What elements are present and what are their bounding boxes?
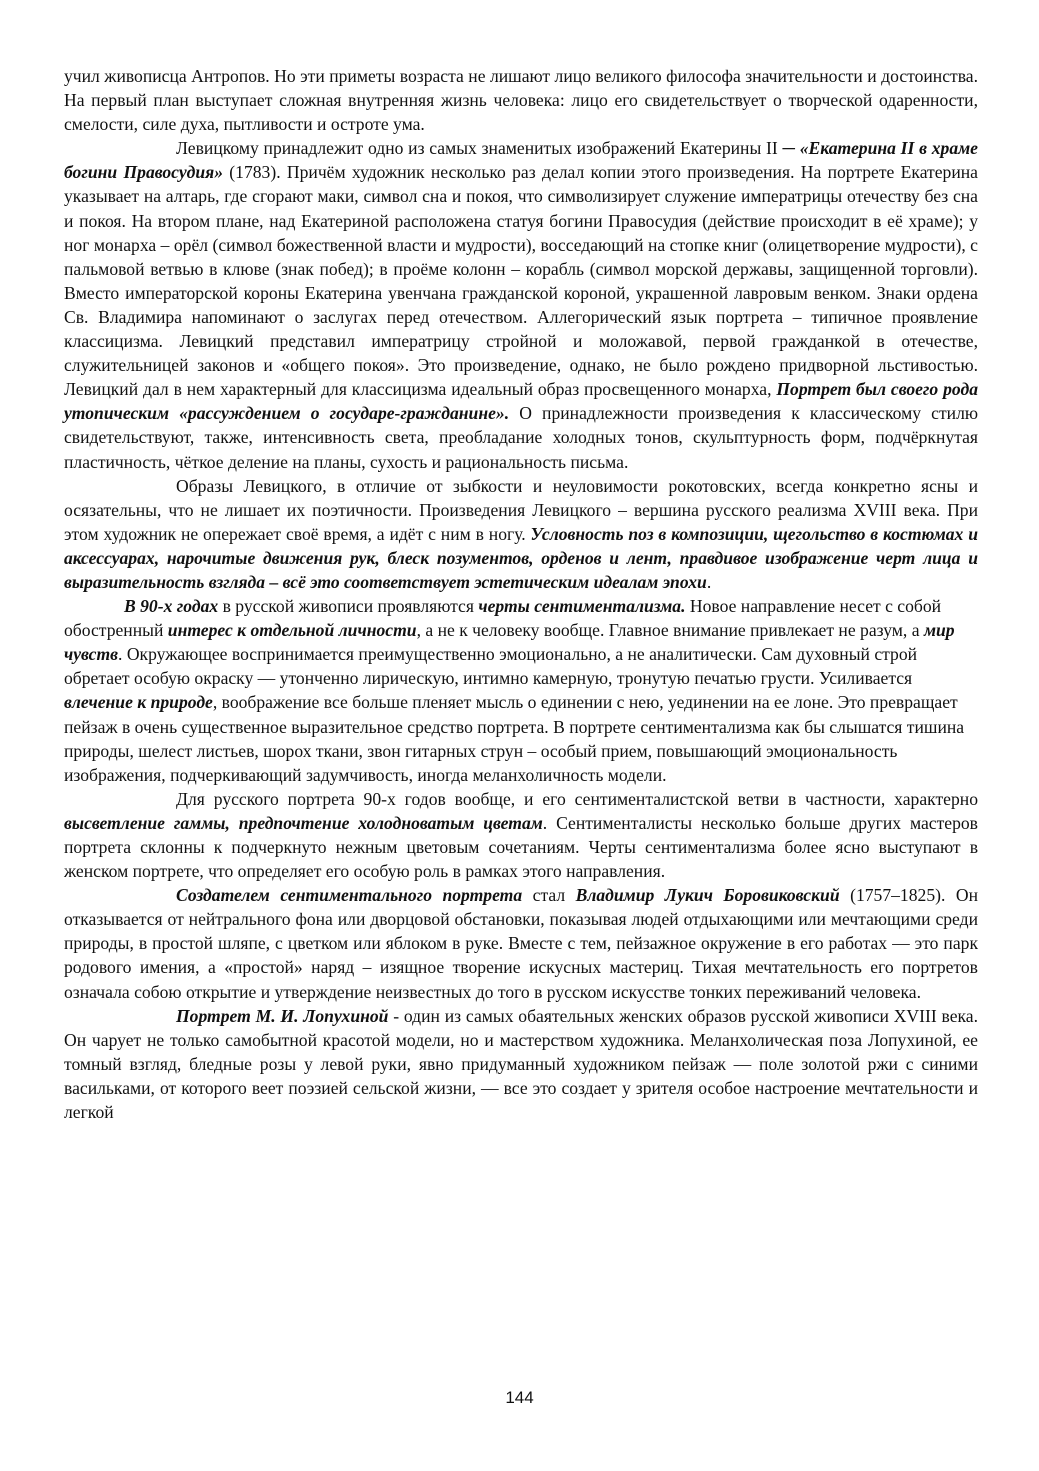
emphasis-text: Портрет был своего рода утопическим «рассуждением о государе-гражданине». — [64, 379, 978, 424]
document-page — [64, 64, 978, 1124]
body-text: . Сентименталисты несколько больше других мастеров портрета склонны к подчеркнуто нежным цветовым сочетаниям. Черты сентиментализма более ясно выступают в женском портрете, что определяет его особую роль в рамках этого направления. — [64, 812, 978, 882]
emphasis-text: Создателем сентиментального портрета — [176, 885, 523, 906]
body-text: . Окружающее воспринимается преимущественно эмоционально, а не аналитически. Сам духовный строй обретает особую окраску — утонченно лирическую, интимно камерную, тронутую печатью грусти. Усиливается — [64, 644, 918, 689]
body-text: (1783). Причём художник несколько раз делал копии этого произведения. На портрете Екатерина указывает на алтарь, где сгорают маки, символ сна и покоя, что символизирует служение императрицы отечеству без сна и покоя. На втором плане, над Екатериной расположена статуя богини Правосудия (действие происходит в её храме); у ног монарха – орёл (символ божественной власти и мудрости), восседающий на стопке книг (олицетворение мудрости), с пальмовой ветвью в клюве (знак побед); в проёме колонн – корабль (символ морской державы, защищенной торговли). Вместо императорской короны Екатерина увенчана гражданской короной, украшенной лавровым венком. Знаки ордена Св. Владимира напоминают о заслугах перед отечеством. Аллегорический язык портрета – типичное проявление классицизма. Левицкий представил императрицу стройной и моложавой, первой гражданкой в отечестве, служительницей законов и «общего покоя». Это произведение, однако, не было рождено придворной льстивостью. Левицкий дал в нем характерный для классицизма идеальный образ просвещенного монарха, — [64, 162, 978, 400]
emphasis-text: Условность поз в композиции, щегольство в костюмах и аксессуарах, нарочитые движения рук, блеск позументов, орденов и лент, правдивое изображение черт лица и выразительность взгляда – всё это соответствует эстетическим идеалам эпохи — [64, 523, 978, 592]
body-text: Новое направление несет с собой обостренный — [64, 596, 942, 641]
paragraph-catherine-portrait — [64, 136, 978, 473]
body-text: Левицкому принадлежит одно из самых знаменитых изображений Екатерины II ─ — [176, 138, 800, 159]
paragraph-intro-continuation — [64, 64, 978, 136]
body-text: стал — [522, 885, 576, 906]
emphasis-text: мир чувств — [64, 620, 955, 665]
body-text: Образы Левицкого, в отличие от зыбкости и неуловимости рокотовских, всегда конкретно ясны и осязательны, что не лишает их поэтичности. Произведения Левицкого – вершина русского реализма XVIII века. При этом художник не опережает своё время, а идёт с ним в ногу. — [64, 475, 978, 544]
emphasis-text: Портрет М. И. Лопухиной — [176, 1005, 389, 1026]
body-text: . — [706, 571, 712, 592]
emphasis-text: Владимир Лукич Боровиковский — [575, 885, 840, 906]
emphasis-text: В 90-х годах — [124, 596, 219, 617]
body-text: , а не к человеку вообще. Главное внимание привлекает не разум, а — [416, 620, 924, 641]
body-text: в русской живописи проявляются — [218, 596, 479, 617]
emphasis-text: черты сентиментализма. — [478, 596, 686, 617]
body-text: учил живописца Антропов. Но эти приметы возраста не лишают лицо великого философа значительности и достоинства. На первый план выступает сложная внутренняя жизнь человека: лицо его свидетельствует о творческой одаренности, смелости, силе духа, пытливости и остроте ума. — [64, 66, 978, 135]
body-text: - один из самых обаятельных женских образов русской живописи XVIII века. Он чарует не только самобытной красотой модели, но и мастерством художника. Меланхолическая поза Лопухиной, ее томный взгляд, бледные розы у левой руки, явно придуманный художником пейзаж — поле золотой ржи с синими васильками, от которого веет поэзией сельской жизни, — все это создает у зрителя особое настроение мечтательности и легкой — [64, 1005, 978, 1123]
paragraph-borovikovsky — [64, 883, 978, 1003]
paragraph-levitsky-images — [64, 474, 978, 594]
paragraph-sentimentalism — [64, 594, 978, 787]
body-text: Для русского портрета 90-х годов вообще, и его сентименталистской ветви в частности, характерно — [176, 788, 978, 809]
paragraph-lopukhina — [64, 1004, 978, 1124]
body-text: (1757–1825). Он отказывается от нейтрального фона или дворцовой обстановки, показывая людей отдыхающими или мечтающими среди природы, в простой шляпе, с цветком или яблоком в руке. Вместе с тем, пейзажное окружение в его работах — это парк родового имения, а «простой» наряд – изящное творение искусных мастериц. Тихая мечтательность его портретов означала собою открытие и утверждение неизвестных до того в русском искусстве тонких переживаний человека. — [64, 885, 978, 1002]
body-text: , воображение все больше пленяет мысль о единении с нею, уединении на ее лоне. Это превращает пейзаж в очень существенное выразительное средство портрета. В портрете сентиментализма как бы слышатся тишина природы, шелест листьев, шорох ткани, звон гитарных струн – особый прием, повышающий эмоциональность изображения, подчеркивающий задумчивость, иногда меланхоличность модели. — [64, 692, 965, 785]
emphasis-text: влечение к природе — [64, 692, 213, 713]
emphasis-text: высветление гаммы, предпочтение холодноватым цветам — [64, 812, 543, 833]
emphasis-text: «Екатерина II в храме богини Правосудия» — [64, 138, 978, 183]
emphasis-text: интерес к отдельной личности — [167, 620, 417, 641]
body-text: О принадлежности произведения к классическому стилю свидетельствуют, также, интенсивность света, преобладание холодных тонов, скульптурность форм, подчёркнутая пластичность, чёткое деление на планы, сухость и рациональность письма. — [64, 403, 978, 472]
page-number: 144 — [505, 1388, 534, 1407]
paragraph-90s-portrait — [64, 787, 978, 883]
